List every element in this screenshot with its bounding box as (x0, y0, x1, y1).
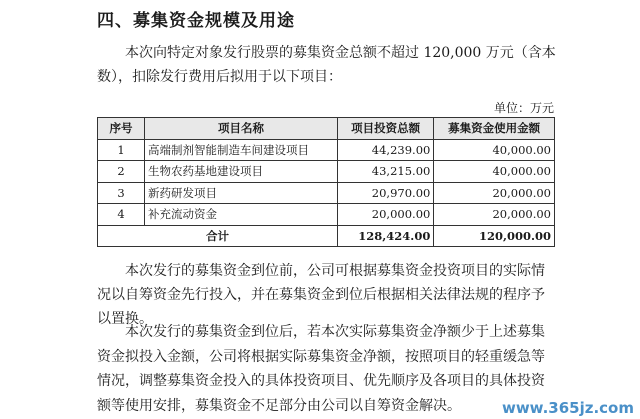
fund-use-table (97, 117, 555, 247)
table-total-row (98, 225, 555, 247)
row-total-investment: 20,970.00 (338, 182, 434, 204)
table-row (98, 161, 555, 183)
row-total-investment: 20,000.00 (338, 204, 434, 226)
row-total-investment: 43,215.00 (338, 161, 434, 183)
site-watermark: www.365jz.com (501, 399, 634, 417)
intro-paragraph: 本次向特定对象发行股票的募集资金总额不超过 120,000 万元（含本数），扣除发行费用后拟用于以下项目： (97, 45, 556, 85)
header-funds-used: 募集资金使用金额 (434, 118, 555, 140)
table-row (98, 204, 555, 226)
row-funds-used: 20,000.00 (434, 204, 555, 226)
row-funds-used: 20,000.00 (434, 182, 555, 204)
table-row (98, 182, 555, 204)
row-project-name: 新药研发项目 (145, 182, 338, 204)
row-funds-used: 40,000.00 (434, 139, 555, 161)
header-seq: 序号 (98, 118, 145, 140)
table-row (98, 139, 555, 161)
row-funds-used: 40,000.00 (434, 161, 555, 183)
row-project-name: 高端制剂智能制造车间建设项目 (145, 139, 338, 161)
row-seq: 2 (98, 161, 145, 183)
total-label: 合计 (98, 225, 338, 247)
total-funds-used: 120,000.00 (434, 225, 555, 247)
row-seq: 4 (98, 204, 145, 226)
header-project-name: 项目名称 (145, 118, 338, 140)
shortfall-paragraph: 本次发行的募集资金到位后，若本次实际募集资金净额少于上述募集资金拟投入金额，公司将根据实际募集资金净额，按照项目的轻重缓急等情况，调整募集资金投入的具体投资项目、优先顺序及各项目的具体投资额等使用安排，募集资金不足部分由公司以自筹资金解决。 (97, 324, 545, 414)
header-total-investment: 项目投资总额 (338, 118, 434, 140)
section-heading: 四、募集资金规模及用途 (97, 11, 295, 31)
table-header-row (98, 118, 555, 140)
row-seq: 3 (98, 182, 145, 204)
prefunding-paragraph: 本次发行的募集资金到位前，公司可根据募集资金投资项目的实际情况以自筹资金先行投入，并在募集资金到位后根据相关法律法规的程序予以置换。 (97, 263, 545, 327)
row-project-name: 补充流动资金 (145, 204, 338, 226)
total-investment: 128,424.00 (338, 225, 434, 247)
unit-label: 单位：万元 (493, 101, 554, 115)
row-seq: 1 (98, 139, 145, 161)
row-project-name: 生物农药基地建设项目 (145, 161, 338, 183)
row-total-investment: 44,239.00 (338, 139, 434, 161)
